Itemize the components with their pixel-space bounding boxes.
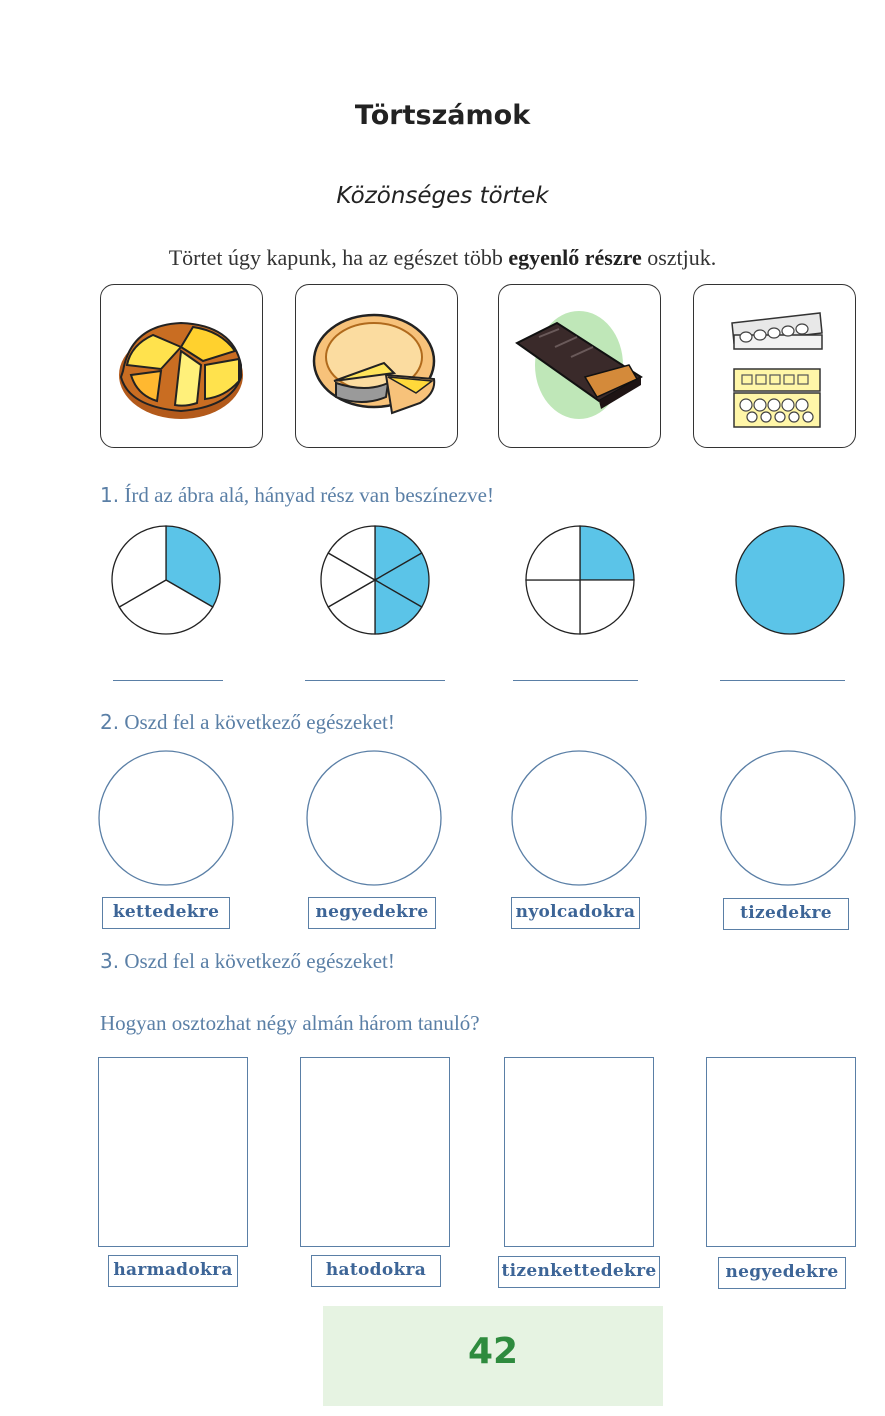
question-2 (100, 710, 395, 735)
fraction-circle-sixths (321, 526, 429, 634)
question-3-prompt: Hogyan osztozhat négy almán három tanuló? (100, 1011, 480, 1035)
label-thirds: harmadokra (108, 1255, 238, 1287)
question-3-text: Oszd fel a következő egészeket! (119, 949, 395, 973)
label-tenths: tizedekre (723, 898, 849, 930)
label-fourths: negyedekre (718, 1257, 846, 1289)
label-eighths: nyolcadokra (511, 897, 640, 929)
page-number: 42 (467, 1331, 519, 1372)
picture-box-pie (295, 284, 458, 448)
fraction-slice (580, 526, 634, 580)
label-halves: kettedekre (102, 897, 230, 929)
empty-circle[interactable] (721, 751, 855, 885)
fraction-slice (526, 580, 580, 634)
fraction-slice (580, 580, 634, 634)
label-sixths: hatodokra (311, 1255, 441, 1287)
drawing-box[interactable] (300, 1057, 450, 1247)
answer-line[interactable] (720, 680, 845, 681)
empty-circle[interactable] (512, 751, 646, 885)
intro-text-bold: egyenlő részre (508, 245, 642, 270)
question-1 (100, 483, 494, 508)
fraction-slice (736, 526, 844, 634)
question-2-text: Oszd fel a következő egészeket! (119, 710, 395, 734)
chocolate-bar-icon (499, 285, 659, 445)
fraction-circles (0, 515, 885, 650)
label-twelfths: tizenkettedekre (498, 1256, 660, 1288)
answer-line[interactable] (113, 680, 223, 681)
empty-circle[interactable] (307, 751, 441, 885)
page-subtitle: Közönséges törtek (336, 183, 549, 209)
page-title: Törtszámok (354, 100, 531, 131)
drawing-box[interactable] (504, 1057, 654, 1247)
cheese-icon (101, 285, 261, 445)
fraction-circle-whole (736, 526, 844, 634)
question-2-number: 2. (100, 710, 120, 734)
picture-box-cheese (100, 284, 263, 448)
intro-text-start: Törtet úgy kapunk, ha az egészet több (168, 245, 509, 270)
empty-circles (0, 745, 885, 890)
fraction-circle-thirds (112, 526, 220, 634)
question-3-number: 3. (100, 949, 120, 973)
footer-panel (323, 1306, 663, 1406)
question-1-number: 1. (100, 483, 120, 507)
answer-line[interactable] (513, 680, 638, 681)
empty-circle[interactable] (99, 751, 233, 885)
picture-box-eggs (693, 284, 856, 448)
answer-line[interactable] (305, 680, 445, 681)
question-1-text: Írd az ábra alá, hányad rész van beszínezve! (119, 483, 494, 507)
egg-carton-icon (694, 285, 854, 445)
fraction-slice (526, 526, 580, 580)
label-quarters: negyedekre (308, 897, 436, 929)
drawing-box[interactable] (98, 1057, 248, 1247)
picture-box-chocolate (498, 284, 661, 448)
drawing-box[interactable] (706, 1057, 856, 1247)
pie-icon (296, 285, 456, 445)
intro-text (0, 245, 885, 271)
intro-text-end: osztjuk. (641, 245, 717, 270)
question-3 (100, 949, 395, 974)
fraction-circle-quarters (526, 526, 634, 634)
